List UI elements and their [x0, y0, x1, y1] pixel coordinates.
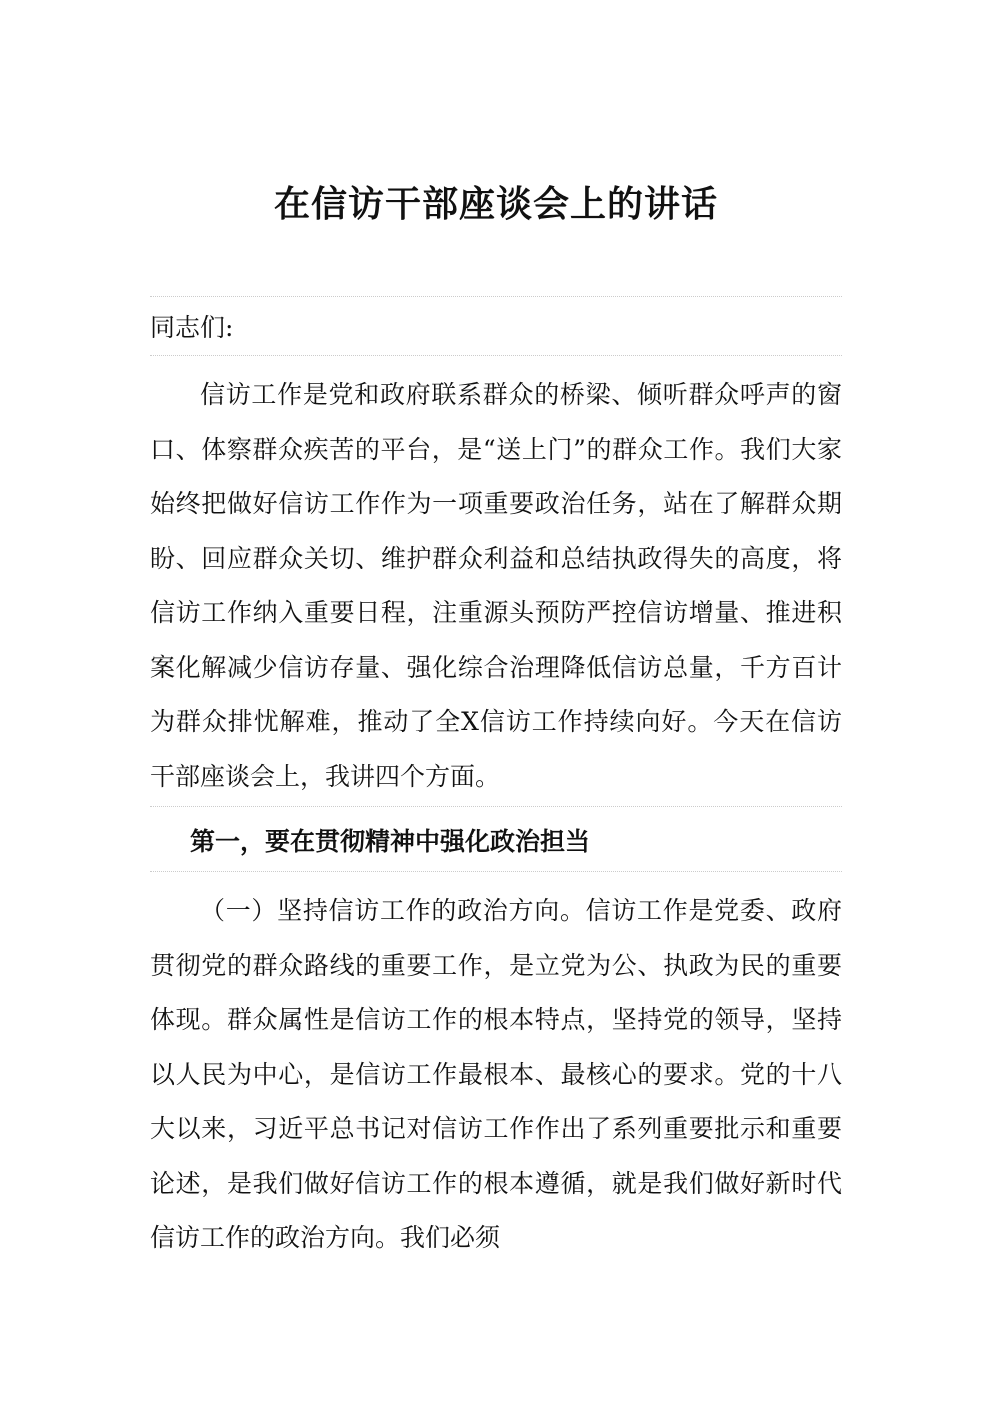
section-1-heading: 第一，要在贯彻精神中强化政治担当	[190, 827, 591, 856]
document-title: 在信访干部座谈会上的讲话	[273, 183, 718, 226]
salutation: 同志们:	[150, 313, 234, 342]
salutation-block	[150, 296, 842, 355]
section-heading-block	[150, 806, 842, 871]
document-body	[150, 296, 842, 1268]
paragraph-block-1	[150, 355, 842, 806]
paragraph-1: 信访工作是党和政府联系群众的桥梁、倾听群众呼声的窗口、体察群众疾苦的平台，是“送上门”的群众工作。我们大家始终把做好信访工作作为一项重要政治任务，站在了解群众期盼、回应群众关切、维护群众利益和总结执政得失的高度，将信访工作纳入重要日程，注重源头预防严控信访增量、推进积案化解减少信访存量、强化综合治理降低信访总量，千方百计为群众排忧解难，推动了全X信访工作持续向好。今天在信访干部座谈会上，我讲四个方面。	[150, 380, 842, 791]
paragraph-block-2	[150, 871, 842, 1268]
paragraph-2: （一）坚持信访工作的政治方向。信访工作是党委、政府贯彻党的群众路线的重要工作，是立党为公、执政为民的重要体现。群众属性是信访工作的根本特点，坚持党的领导，坚持以人民为中心，是信访工作最根本、最核心的要求。党的十八大以来，习近平总书记对信访工作作出了系列重要批示和重要论述，是我们做好信访工作的根本遵循，就是我们做好新时代信访工作的政治方向。我们必须	[150, 896, 842, 1252]
